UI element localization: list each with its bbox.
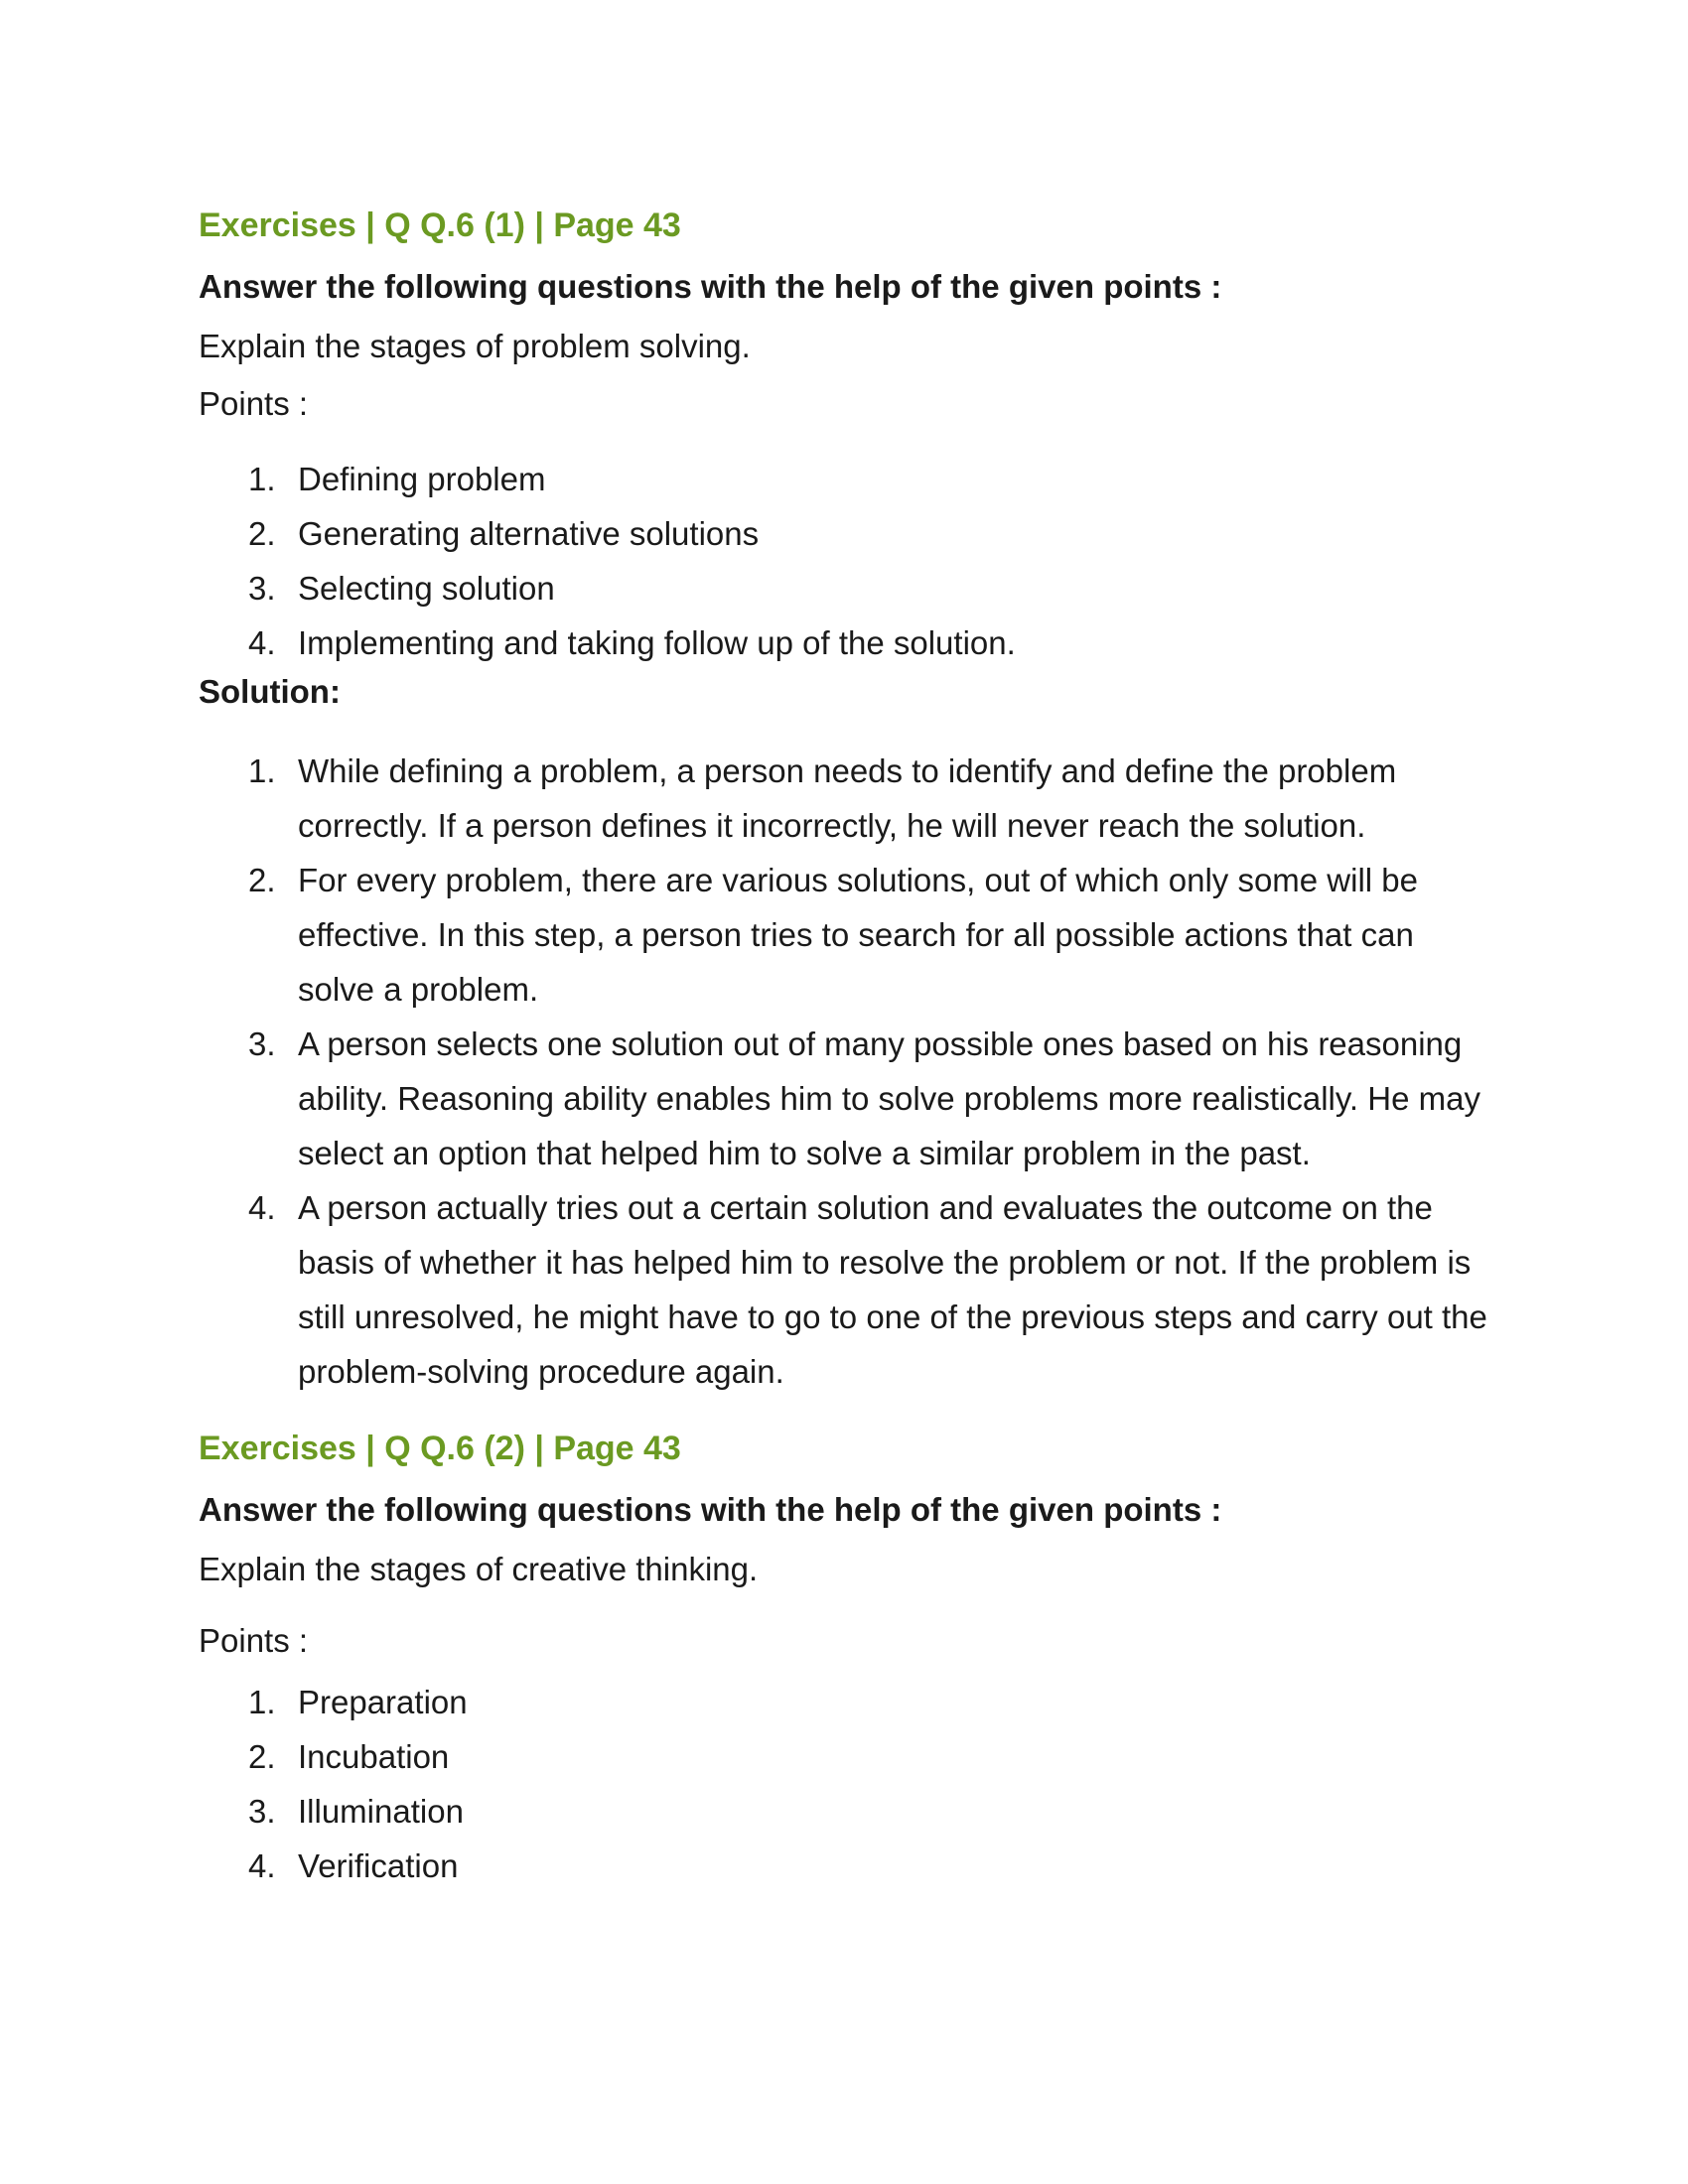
list-text: Generating alternative solutions xyxy=(298,515,760,552)
question-text: Explain the stages of creative thinking. xyxy=(199,1551,759,1587)
list-item xyxy=(199,1729,1489,1784)
document-content xyxy=(199,204,1489,1893)
list-item xyxy=(199,615,1489,670)
list-text: Defining problem xyxy=(298,461,546,497)
solution-label: Solution: xyxy=(199,673,341,710)
list-text: Implementing and taking follow up of the solution. xyxy=(298,624,1016,661)
list-item xyxy=(199,1839,1489,1893)
list-text: For every problem, there are various solutions, out of which only some will be effective. In this step, a person tries to search for all possible actions that can solve a problem. xyxy=(298,862,1419,1008)
list-item xyxy=(199,1784,1489,1839)
list-number: 2. xyxy=(248,1738,276,1775)
points-list xyxy=(199,1675,1489,1893)
exercise-heading: Exercises | Q Q.6 (2) | Page 43 xyxy=(199,1430,681,1467)
list-number: 2. xyxy=(248,515,276,552)
list-item xyxy=(199,744,1489,853)
list-text: A person selects one solution out of many possible ones based on his reasoning ability. Reasoning ability enables him to solve problems more realistically. He may select an option that helped him to solve a similar problem in the past. xyxy=(298,1025,1480,1171)
points-list xyxy=(199,452,1489,670)
points-label: Points : xyxy=(199,385,309,422)
list-number: 4. xyxy=(248,1189,276,1226)
list-text: Selecting solution xyxy=(298,570,555,607)
list-number: 3. xyxy=(248,1793,276,1830)
exercise-heading: Exercises | Q Q.6 (1) | Page 43 xyxy=(199,206,681,244)
list-item xyxy=(199,561,1489,615)
list-number: 1. xyxy=(248,1684,276,1720)
list-item xyxy=(199,1017,1489,1180)
list-number: 1. xyxy=(248,461,276,497)
exercise-section-1 xyxy=(199,204,1489,1399)
list-text: While defining a problem, a person needs to identify and define the problem correctly. If a person defines it incorrectly, he will never reach the solution. xyxy=(298,752,1397,844)
list-text: Preparation xyxy=(298,1684,468,1720)
list-number: 4. xyxy=(248,1847,276,1884)
list-number: 4. xyxy=(248,624,276,661)
list-item xyxy=(199,853,1489,1017)
list-number: 3. xyxy=(248,1025,276,1062)
list-item xyxy=(199,1675,1489,1729)
instruction-text: Answer the following questions with the help of the given points : xyxy=(199,268,1222,305)
list-number: 1. xyxy=(248,752,276,789)
list-text: Incubation xyxy=(298,1738,450,1775)
list-text: Illumination xyxy=(298,1793,464,1830)
list-item xyxy=(199,452,1489,506)
list-number: 2. xyxy=(248,862,276,898)
solution-list xyxy=(199,744,1489,1399)
list-item xyxy=(199,506,1489,561)
instruction-text: Answer the following questions with the help of the given points : xyxy=(199,1491,1222,1528)
list-text: Verification xyxy=(298,1847,459,1884)
list-item xyxy=(199,1180,1489,1399)
list-number: 3. xyxy=(248,570,276,607)
list-text: A person actually tries out a certain solution and evaluates the outcome on the basis of whether it has helped him to resolve the problem or not. If the problem is still unresolved, he might have to go to one of the previous steps and carry out the problem-solving procedure again. xyxy=(298,1189,1487,1390)
points-label: Points : xyxy=(199,1622,309,1659)
exercise-section-2 xyxy=(199,1427,1489,1893)
question-text: Explain the stages of problem solving. xyxy=(199,328,751,364)
